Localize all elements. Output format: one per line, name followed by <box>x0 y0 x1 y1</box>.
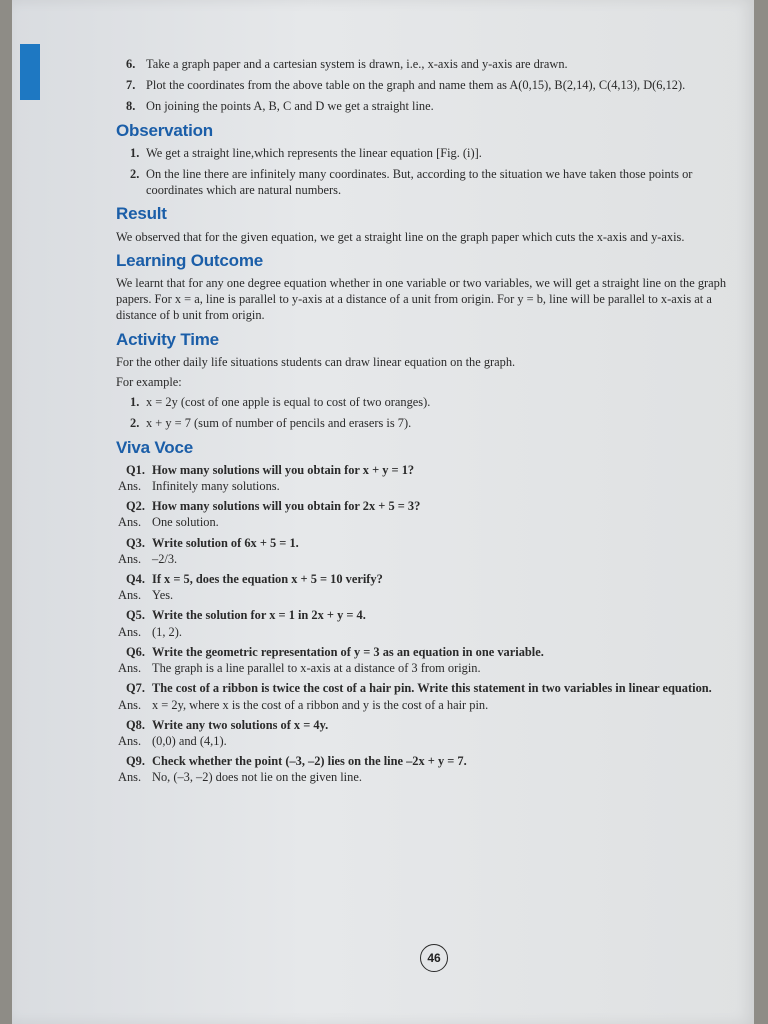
viva-answer: Ans. One solution. <box>118 515 219 530</box>
viva-question: Q7. The cost of a ribbon is twice the cost of a hair pin. Write this statement in two variables in linear equation. <box>126 681 712 696</box>
learning-outcome-text: We learnt that for any one degree equation whether in one variable or two variables, we will get a straight line on the graph papers. For x = a, line is parallel to y-axis at a distance of a unit from origin. For y = b, line will be parallel to x-axis at a distance of b unit from origin. <box>116 276 727 323</box>
example-label: For example: <box>116 375 182 390</box>
observation-heading: Observation <box>116 120 213 140</box>
page-content <box>116 56 748 786</box>
step-text: On joining the points A, B, C and D we get a straight line. <box>146 99 434 114</box>
viva-answer: Ans. –2/3. <box>118 551 178 566</box>
viva-question: Q8. Write any two solutions of x = 4y. <box>126 717 329 732</box>
viva-answer: Ans. Infinitely many solutions. <box>118 479 280 494</box>
viva-answer: Ans. x = 2y, where x is the cost of a ribbon and y is the cost of a hair pin. <box>118 697 489 712</box>
viva-question: Q5. Write the solution for x = 1 in 2x + y = 4. <box>126 608 366 623</box>
viva-question: Q6. Write the geometric representation of y = 3 as an equation in one variable. <box>126 644 544 659</box>
observation-list <box>116 145 748 199</box>
viva-question: Q3. Write solution of 6x + 5 = 1. <box>126 535 299 550</box>
viva-answer: Ans. (1, 2). <box>118 624 182 639</box>
observation-item: 1. We get a straight line,which represents the linear equation [Fig. (i)]. <box>130 145 482 160</box>
viva-voce-list <box>116 462 748 786</box>
viva-answer: Ans. (0,0) and (4,1). <box>118 733 227 748</box>
activity-item: 2. x + y = 7 (sum of number of pencils and erasers is 7). <box>130 416 412 431</box>
chapter-tab-marker <box>20 44 40 100</box>
activity-intro: For the other daily life situations students can draw linear equation on the graph. <box>116 354 516 369</box>
activity-item: 1. x = 2y (cost of one apple is equal to cost of two oranges). <box>130 395 431 410</box>
page-number: 46 <box>420 944 448 972</box>
procedure-step: 8. On joining the points A, B, C and D we get a straight line. <box>126 99 434 114</box>
activity-time-heading: Activity Time <box>116 329 219 349</box>
viva-question: Q9. Check whether the point (–3, –2) lies on the line –2x + y = 7. <box>126 754 467 769</box>
observation-item: 2. On the line there are infinitely many coordinates. But, according to the situation we have taken those points or coordinates which are natural numbers. <box>130 167 693 198</box>
book-page <box>12 0 754 1024</box>
viva-answer: Ans. The graph is a line parallel to x-axis at a distance of 3 from origin. <box>118 661 481 676</box>
viva-question: Q1. How many solutions will you obtain for x + y = 1? <box>126 462 415 477</box>
viva-answer: Ans. No, (–3, –2) does not lie on the given line. <box>118 770 362 785</box>
viva-voce-heading: Viva Voce <box>116 437 193 457</box>
procedure-step: 7. Plot the coordinates from the above table on the graph and name them as A(0,15), B(2,14), C(4,13), D(6,12). <box>126 78 686 93</box>
viva-question: Q2. How many solutions will you obtain for 2x + 5 = 3? <box>126 499 421 514</box>
procedure-step: 6. Take a graph paper and a cartesian system is drawn, i.e., x-axis and y-axis are drawn. <box>126 57 568 71</box>
viva-answer: Ans. Yes. <box>118 588 174 603</box>
viva-question: Q4. If x = 5, does the equation x + 5 = 10 verify? <box>126 572 383 587</box>
learning-outcome-heading: Learning Outcome <box>116 250 263 270</box>
step-text: Take a graph paper and a cartesian system is drawn, i.e., x-axis and y-axis are drawn. <box>146 57 568 71</box>
activity-list <box>116 394 748 431</box>
step-text: Plot the coordinates from the above table on the graph and name them as A(0,15), B(2,14), C(4,13), D(6,12). <box>146 78 686 93</box>
procedure-steps <box>116 56 748 115</box>
result-heading: Result <box>116 204 167 224</box>
result-text: We observed that for the given equation, we get a straight line on the graph paper which cuts the x-axis and y-axis. <box>116 229 685 244</box>
